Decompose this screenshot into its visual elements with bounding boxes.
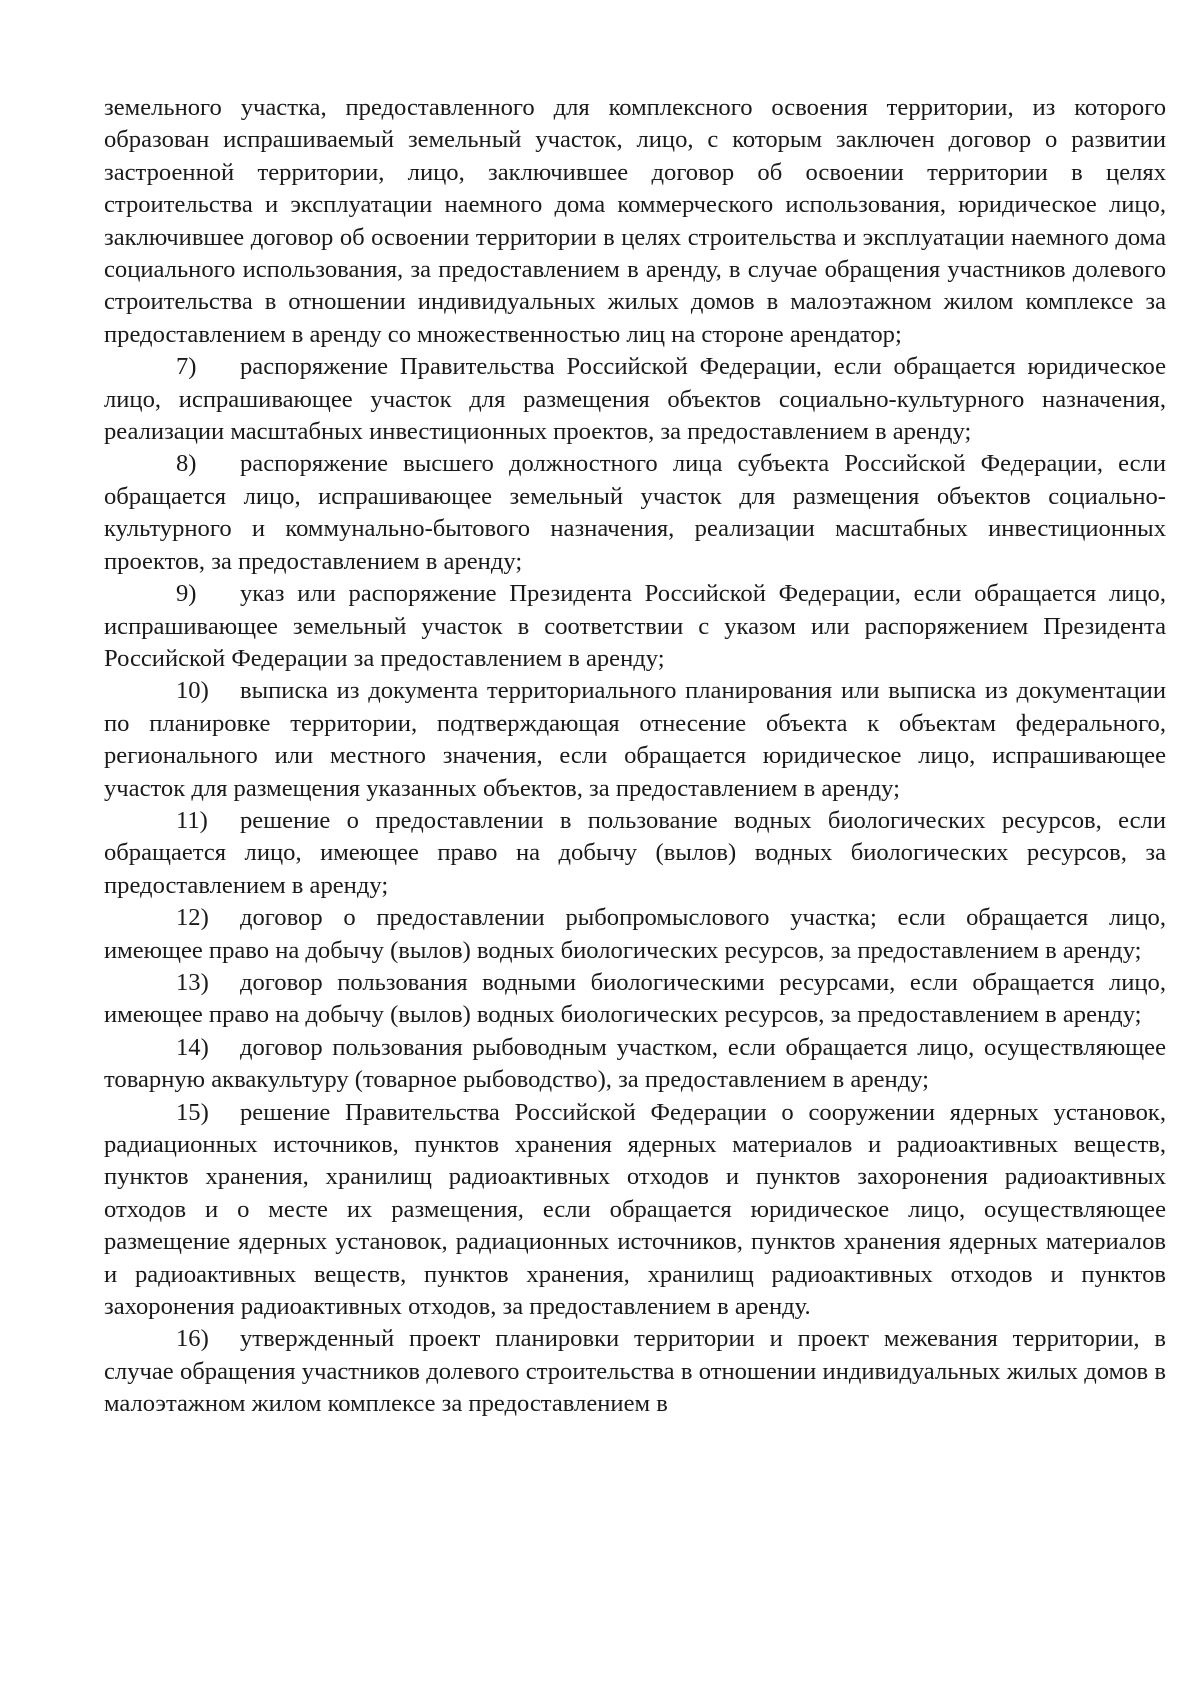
- item-text: указ или распоряжение Президента Российской Федерации, если обращается лицо, испрашивающее земельный участок в соответствии с указом или распоряжением Президента Российской Федерации за предоставлением в аренду;: [104, 580, 1166, 672]
- item-text: распоряжение Правительства Российской Федерации, если обращается юридическое лицо, испрашивающее участок для размещения объектов социально-культурного назначения, реализации масштабных инвестиционных проектов, за предоставлением в аренду;: [104, 353, 1166, 446]
- item-number: 13): [176, 968, 209, 996]
- item-text: договор пользования рыбоводным участком, если обращается лицо, осуществляющее товарную аквакультуру (товарное рыбоводство), за предоставлением в аренду;: [104, 1033, 1166, 1094]
- item-number: 9): [176, 580, 197, 608]
- item-text: решение Правительства Российской Федерации о сооружении ядерных установок, радиационных источников, пунктов хранения ядерных материалов и радиоактивных веществ, пунктов хранения, хранилищ радиоактивных отходов и пунктов захоронения радиоактивных отходов и о месте их размещения, если обращается юридическое лицо, осуществляющее размещение ядерных установок, радиационных источников, пунктов хранения ядерных материалов и радиоактивных веществ, пунктов хранения, хранилищ радиоактивных отходов и пунктов захоронения радиоактивных отходов, за предоставлением в аренду.: [104, 1098, 1166, 1321]
- continuation-paragraph: земельного участка, предоставленного для комплексного освоения территории, из которого образован испрашиваемый земельный участок, лицо, с которым заключен договор о развитии застроенной территории, лицо, заключившее договор об освоении территории в целях строительства и эксплуатации наемного дома коммерческого использования, юридическое лицо, заключившее договор об освоении территории в целях строительства и эксплуатации наемного дома социального использования, за предоставлением в аренду, в случае обращения участников долевого строительства в отношении индивидуальных жилых домов в малоэтажном жилом комплексе за предоставлением в аренду со множественностью лиц на стороне арендатор;: [104, 94, 1166, 348]
- item-number: 15): [176, 1098, 209, 1126]
- item-number: 11): [176, 806, 208, 834]
- item-text: выписка из документа территориального планирования или выписка из документации по планировке территории, подтверждающая отнесение объекта к объектам федерального, регионального или местного значения, если обращается юридическое лицо, испрашивающее участок для размещения указанных объектов, за предоставлением в аренду;: [104, 677, 1166, 802]
- list-item-12: [104, 902, 1166, 967]
- list-item-14: [104, 1032, 1166, 1097]
- item-number: 8): [176, 450, 197, 478]
- item-number: 16): [176, 1325, 209, 1353]
- item-number: 14): [176, 1033, 209, 1061]
- item-text: договор пользования водными биологическими ресурсами, если обращается лицо, имеющее право на добычу (вылов) водных биологических ресурсов, за предоставлением в аренду;: [104, 968, 1166, 1029]
- list-item-11: [104, 805, 1166, 902]
- list-item-10: [104, 675, 1166, 805]
- item-text: утвержденный проект планировки территории и проект межевания территории, в случае обращения участников долевого строительства в отношении индивидуальных жилых домов в малоэтажном жилом комплексе за предоставлением в: [104, 1325, 1166, 1418]
- item-number: 7): [176, 353, 197, 381]
- list-item-13: [104, 967, 1166, 1032]
- item-text: договор о предоставлении рыбопромыслового участка; если обращается лицо, имеющее право на добычу (вылов) водных биологических ресурсов, за предоставлением в аренду;: [104, 904, 1166, 964]
- list-item-15: [104, 1097, 1166, 1324]
- list-item-9: [104, 578, 1166, 675]
- item-number: 12): [176, 904, 209, 932]
- list-item-16: [104, 1323, 1166, 1420]
- item-text: распоряжение высшего должностного лица субъекта Российской Федерации, если обращается лицо, испрашивающее земельный участок для размещения объектов социально-культурного и коммунально-бытового назначения, реализации масштабных инвестиционных проектов, за предоставлением в аренду;: [104, 450, 1166, 575]
- item-text: решение о предоставлении в пользование водных биологических ресурсов, если обращается лицо, имеющее право на добычу (вылов) водных биологических ресурсов, за предоставлением в аренду;: [104, 806, 1166, 899]
- item-number: 10): [176, 677, 209, 705]
- list-item-7: [104, 351, 1166, 448]
- document-page: [104, 92, 1166, 1421]
- list-item-8: [104, 448, 1166, 578]
